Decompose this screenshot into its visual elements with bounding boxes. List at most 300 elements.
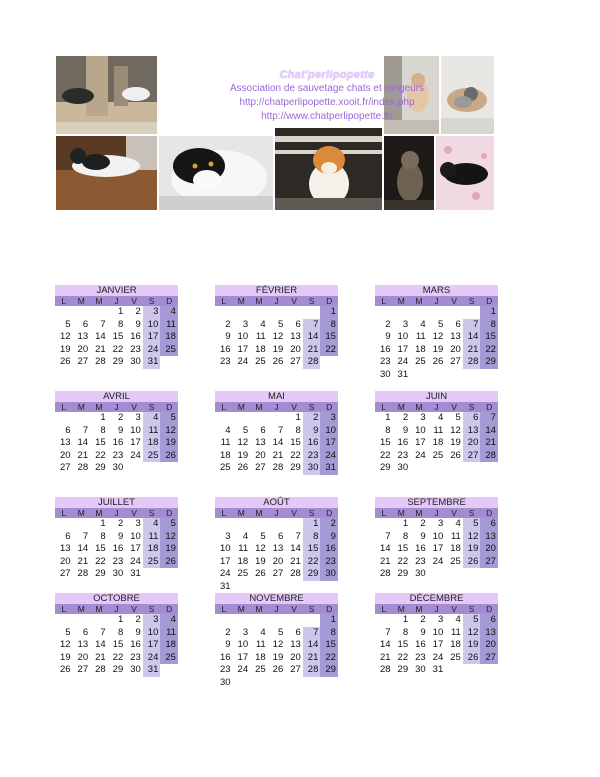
day-cell: 22 xyxy=(320,652,338,665)
day-cell: 24 xyxy=(432,651,444,663)
day-cell: 16 xyxy=(303,437,321,450)
week-row xyxy=(215,437,338,450)
day-cell: 30 xyxy=(415,664,426,676)
empty-cell xyxy=(250,677,268,690)
day-cell: 22 xyxy=(95,449,106,461)
empty-cell xyxy=(303,614,321,627)
day-cell: 13 xyxy=(480,531,498,544)
day-cell: 9 xyxy=(135,318,141,330)
day-cell: 21 xyxy=(480,437,498,450)
day-cell: 24 xyxy=(397,356,409,368)
day-cell: 17 xyxy=(237,343,249,355)
day-cell: 19 xyxy=(463,639,481,652)
weekday-label: L xyxy=(381,508,387,518)
weekday-label: M xyxy=(255,296,263,306)
weekday-label: S xyxy=(308,604,315,614)
day-cell: 27 xyxy=(77,356,89,368)
day-cell: 9 xyxy=(225,639,231,651)
weekday-label: J xyxy=(434,604,439,614)
day-cell: 30 xyxy=(415,568,426,580)
day-cell: 13 xyxy=(450,331,461,343)
empty-cell xyxy=(463,664,481,677)
day-cell: 27 xyxy=(290,356,301,368)
day-cell: 16 xyxy=(112,437,124,449)
day-cell: 14 xyxy=(77,543,89,555)
day-cell: 15 xyxy=(95,543,106,555)
month-title: DÉCEMBRE xyxy=(375,593,498,604)
week-row xyxy=(55,543,178,556)
day-cell: 11 xyxy=(160,319,178,332)
day-cell: 21 xyxy=(303,344,321,357)
day-cell: 11 xyxy=(143,531,161,544)
day-cell: 8 xyxy=(100,424,106,436)
week-row xyxy=(55,412,178,425)
day-cell: 5 xyxy=(65,626,71,638)
day-cell: 22 xyxy=(112,343,124,355)
week-row xyxy=(215,531,338,544)
weekday-label: V xyxy=(131,508,137,518)
week-row xyxy=(215,627,338,640)
day-cell: 6 xyxy=(480,614,498,627)
week-row xyxy=(215,412,338,425)
month-days xyxy=(375,306,498,382)
day-cell: 31 xyxy=(320,462,338,475)
empty-cell xyxy=(250,518,268,531)
day-cell: 7 xyxy=(277,424,284,436)
empty-cell xyxy=(90,306,108,319)
day-cell: 3 xyxy=(135,412,141,423)
empty-cell xyxy=(375,614,393,627)
empty-cell xyxy=(250,306,268,319)
month-title: AVRIL xyxy=(55,391,178,402)
association-url-forum: http://chatperlipopette.xooit.fr/index.php xyxy=(239,97,415,108)
day-cell: 23 xyxy=(112,555,124,567)
day-cell: 16 xyxy=(415,639,426,651)
day-cell: 5 xyxy=(277,626,284,638)
weekday-label: D xyxy=(166,296,173,306)
day-cell: 11 xyxy=(143,425,161,438)
empty-cell xyxy=(463,369,481,382)
day-cell: 28 xyxy=(303,356,321,369)
weekday-label: L xyxy=(221,296,227,306)
empty-cell xyxy=(73,306,91,319)
day-cell: 5 xyxy=(455,412,461,423)
day-cell: 22 xyxy=(112,651,124,663)
week-row xyxy=(55,356,178,369)
month-calendar xyxy=(375,593,498,677)
day-cell: 18 xyxy=(219,449,231,461)
empty-cell xyxy=(55,518,73,531)
weekday-label: L xyxy=(221,508,227,518)
weekday-label: J xyxy=(114,604,119,614)
weekday-header xyxy=(55,402,178,412)
empty-cell xyxy=(160,356,178,369)
weekday-label: S xyxy=(308,402,315,412)
day-cell: 5 xyxy=(463,614,481,627)
weekday-label: D xyxy=(486,402,493,412)
day-cell: 26 xyxy=(272,356,284,368)
empty-cell xyxy=(268,306,286,319)
day-cell: 11 xyxy=(255,639,266,651)
day-cell: 25 xyxy=(255,356,266,368)
day-cell: 4 xyxy=(420,318,426,330)
weekday-label: M xyxy=(77,604,85,614)
weekday-label: V xyxy=(131,604,137,614)
empty-cell xyxy=(160,462,178,475)
week-row xyxy=(215,677,338,690)
day-cell: 8 xyxy=(480,319,498,332)
day-cell: 16 xyxy=(219,651,231,663)
week-row xyxy=(375,437,498,450)
day-cell: 13 xyxy=(77,331,89,343)
weekday-label: L xyxy=(221,402,227,412)
day-cell: 19 xyxy=(59,343,71,355)
month-calendar xyxy=(215,285,338,369)
day-cell: 12 xyxy=(160,531,178,544)
week-row xyxy=(375,556,498,569)
month-days xyxy=(215,412,338,475)
day-cell: 1 xyxy=(402,518,409,529)
weekday-label: M xyxy=(255,402,263,412)
day-cell: 1 xyxy=(117,306,124,317)
day-cell: 23 xyxy=(379,356,391,368)
day-cell: 15 xyxy=(290,437,301,449)
week-row xyxy=(55,556,178,569)
day-cell: 2 xyxy=(385,318,391,330)
weekday-label: J xyxy=(434,296,439,306)
day-cell: 3 xyxy=(320,412,338,425)
day-cell: 11 xyxy=(220,437,231,449)
day-cell: 8 xyxy=(303,531,321,544)
weekday-label: S xyxy=(468,508,475,518)
day-cell: 7 xyxy=(303,627,321,640)
day-cell: 29 xyxy=(95,462,106,474)
empty-cell xyxy=(215,412,233,425)
month-title: MAI xyxy=(215,391,338,402)
week-row xyxy=(215,568,338,581)
weekday-label: V xyxy=(291,604,297,614)
day-cell: 25 xyxy=(143,556,161,569)
empty-cell xyxy=(215,614,233,627)
day-cell: 26 xyxy=(237,462,249,474)
weekday-label: M xyxy=(415,402,423,412)
day-cell: 2 xyxy=(135,306,141,317)
day-cell: 28 xyxy=(379,568,391,580)
day-cell: 21 xyxy=(463,344,481,357)
day-cell: 7 xyxy=(480,412,498,425)
week-row xyxy=(55,518,178,531)
day-cell: 23 xyxy=(130,343,141,355)
day-cell: 23 xyxy=(303,450,321,463)
empty-cell xyxy=(215,518,233,531)
month-days xyxy=(375,518,498,581)
empty-cell xyxy=(268,581,286,594)
day-cell: 10 xyxy=(143,319,161,332)
day-cell: 7 xyxy=(303,319,321,332)
day-cell: 18 xyxy=(143,543,161,556)
week-row xyxy=(55,425,178,438)
weekday-label: D xyxy=(166,604,173,614)
empty-cell xyxy=(445,462,463,475)
day-cell: 8 xyxy=(117,318,124,330)
month-title: OCTOBRE xyxy=(55,593,178,604)
day-cell: 26 xyxy=(463,556,481,569)
cat-photo xyxy=(159,136,273,210)
weekday-label: L xyxy=(61,508,67,518)
weekday-label: S xyxy=(308,508,315,518)
day-cell: 6 xyxy=(82,626,89,638)
day-cell: 31 xyxy=(432,664,444,676)
empty-cell xyxy=(250,614,268,627)
day-cell: 30 xyxy=(379,368,391,380)
day-cell: 15 xyxy=(95,437,106,449)
weekday-label: J xyxy=(274,402,279,412)
day-cell: 4 xyxy=(160,306,178,319)
day-cell: 21 xyxy=(272,449,284,461)
empty-cell xyxy=(285,306,303,319)
day-cell: 10 xyxy=(397,331,409,343)
weekday-label: M xyxy=(95,296,103,306)
day-cell: 27 xyxy=(59,568,71,580)
day-cell: 24 xyxy=(432,555,444,567)
weekday-label: V xyxy=(451,508,457,518)
day-cell: 4 xyxy=(143,412,161,425)
day-cell: 22 xyxy=(379,449,391,461)
day-cell: 29 xyxy=(397,568,409,580)
weekday-label: M xyxy=(237,296,245,306)
week-row xyxy=(215,614,338,627)
day-cell: 8 xyxy=(100,530,106,542)
week-row xyxy=(215,425,338,438)
month-title: MARS xyxy=(375,285,498,296)
week-row xyxy=(215,581,338,594)
week-row xyxy=(215,652,338,665)
day-cell: 10 xyxy=(237,639,249,651)
week-row xyxy=(375,543,498,556)
day-cell: 18 xyxy=(450,543,461,555)
empty-cell xyxy=(160,664,178,677)
day-cell: 4 xyxy=(260,318,266,330)
day-cell: 14 xyxy=(95,331,106,343)
day-cell: 10 xyxy=(130,424,141,436)
week-row xyxy=(215,450,338,463)
weekday-label: S xyxy=(308,296,315,306)
day-cell: 21 xyxy=(95,343,106,355)
week-row xyxy=(55,462,178,475)
weekday-header xyxy=(55,296,178,306)
day-cell: 1 xyxy=(402,614,409,625)
week-row xyxy=(55,627,178,640)
day-cell: 22 xyxy=(397,651,409,663)
day-cell: 13 xyxy=(272,543,284,555)
weekday-header xyxy=(215,508,338,518)
empty-cell xyxy=(445,664,463,677)
day-cell: 1 xyxy=(480,306,498,319)
day-cell: 30 xyxy=(320,568,338,581)
day-cell: 20 xyxy=(77,343,89,355)
week-row xyxy=(375,627,498,640)
day-cell: 23 xyxy=(219,356,231,368)
empty-cell xyxy=(143,568,161,581)
day-cell: 8 xyxy=(320,319,338,332)
day-cell: 17 xyxy=(130,543,141,555)
day-cell: 6 xyxy=(82,318,89,330)
day-cell: 4 xyxy=(225,424,231,436)
weekday-label: S xyxy=(468,604,475,614)
day-cell: 21 xyxy=(290,555,301,567)
empty-cell xyxy=(125,462,143,475)
month-calendar xyxy=(55,497,178,581)
day-cell: 3 xyxy=(143,614,161,627)
month-title: NOVEMBRE xyxy=(215,593,338,604)
day-cell: 14 xyxy=(303,331,321,344)
empty-cell xyxy=(55,412,73,425)
day-cell: 9 xyxy=(320,531,338,544)
banner-text xyxy=(216,68,438,124)
day-cell: 17 xyxy=(432,639,444,651)
day-cell: 20 xyxy=(77,651,89,663)
day-cell: 22 xyxy=(320,344,338,357)
month-days xyxy=(375,614,498,677)
day-cell: 27 xyxy=(272,568,284,580)
empty-cell xyxy=(375,518,393,531)
day-cell: 25 xyxy=(415,356,426,368)
day-cell: 16 xyxy=(397,437,409,449)
empty-cell xyxy=(215,306,233,319)
day-cell: 15 xyxy=(320,331,338,344)
empty-cell xyxy=(55,614,73,627)
day-cell: 26 xyxy=(160,450,178,463)
day-cell: 24 xyxy=(219,568,231,580)
empty-cell xyxy=(410,369,428,382)
month-title: SEPTEMBRE xyxy=(375,497,498,508)
day-cell: 19 xyxy=(432,343,444,355)
day-cell: 30 xyxy=(397,462,409,474)
day-cell: 28 xyxy=(77,568,89,580)
empty-cell xyxy=(160,568,178,581)
day-cell: 18 xyxy=(255,651,266,663)
week-row xyxy=(215,462,338,475)
day-cell: 20 xyxy=(59,555,71,567)
day-cell: 5 xyxy=(437,318,444,330)
day-cell: 29 xyxy=(290,462,301,474)
day-cell: 18 xyxy=(160,331,178,344)
cat-photo xyxy=(56,136,157,210)
day-cell: 25 xyxy=(432,449,444,461)
weekday-label: D xyxy=(326,402,333,412)
weekday-label: M xyxy=(95,604,103,614)
day-cell: 13 xyxy=(77,639,89,651)
day-cell: 8 xyxy=(402,530,409,542)
empty-cell xyxy=(463,568,481,581)
day-cell: 10 xyxy=(432,530,444,542)
cat-photo xyxy=(275,128,382,210)
day-cell: 4 xyxy=(260,626,266,638)
weekday-label: M xyxy=(255,604,263,614)
day-cell: 3 xyxy=(437,518,444,529)
day-cell: 21 xyxy=(95,651,106,663)
weekday-label: D xyxy=(486,604,493,614)
day-cell: 30 xyxy=(112,462,124,474)
week-row xyxy=(375,518,498,531)
day-cell: 20 xyxy=(450,343,461,355)
weekday-label: M xyxy=(255,508,263,518)
empty-cell xyxy=(375,306,393,319)
empty-cell xyxy=(285,581,303,594)
day-cell: 27 xyxy=(255,462,266,474)
day-cell: 6 xyxy=(65,530,71,542)
week-row xyxy=(375,319,498,332)
day-cell: 19 xyxy=(237,449,249,461)
day-cell: 15 xyxy=(480,331,498,344)
day-cell: 22 xyxy=(480,344,498,357)
day-cell: 9 xyxy=(303,425,321,438)
day-cell: 19 xyxy=(272,343,284,355)
day-cell: 9 xyxy=(135,626,141,638)
day-cell: 12 xyxy=(272,331,284,343)
empty-cell xyxy=(268,677,286,690)
day-cell: 6 xyxy=(480,518,498,531)
day-cell: 20 xyxy=(480,639,498,652)
week-row xyxy=(375,344,498,357)
day-cell: 3 xyxy=(143,306,161,319)
weekday-label: D xyxy=(166,402,173,412)
day-cell: 19 xyxy=(272,651,284,663)
day-cell: 16 xyxy=(130,331,141,343)
empty-cell xyxy=(250,581,268,594)
week-row xyxy=(55,306,178,319)
day-cell: 20 xyxy=(255,449,266,461)
day-cell: 18 xyxy=(160,639,178,652)
day-cell: 24 xyxy=(130,555,141,567)
weekday-header xyxy=(215,296,338,306)
empty-cell xyxy=(303,306,321,319)
day-cell: 8 xyxy=(385,424,391,436)
empty-cell xyxy=(268,614,286,627)
weekday-label: L xyxy=(61,402,67,412)
weekday-label: M xyxy=(77,402,85,412)
day-cell: 4 xyxy=(242,530,249,542)
association-url-site: http://www.chatperlipopette.fr/ xyxy=(261,111,393,122)
week-row xyxy=(375,462,498,475)
day-cell: 29 xyxy=(95,568,106,580)
day-cell: 9 xyxy=(385,331,391,343)
day-cell: 25 xyxy=(450,555,461,567)
weekday-label: L xyxy=(61,604,67,614)
week-row xyxy=(375,652,498,665)
month-days xyxy=(215,518,338,594)
empty-cell xyxy=(233,518,251,531)
day-cell: 12 xyxy=(272,639,284,651)
day-cell: 3 xyxy=(242,318,249,330)
day-cell: 9 xyxy=(225,331,231,343)
weekday-label: L xyxy=(381,402,387,412)
day-cell: 19 xyxy=(160,437,178,450)
day-cell: 25 xyxy=(237,568,249,580)
cat-photo xyxy=(441,56,494,134)
day-cell: 6 xyxy=(65,424,71,436)
empty-cell xyxy=(320,581,338,594)
day-cell: 25 xyxy=(160,652,178,665)
day-cell: 9 xyxy=(117,424,124,436)
day-cell: 11 xyxy=(238,543,249,555)
day-cell: 1 xyxy=(100,518,106,529)
day-cell: 16 xyxy=(112,543,124,555)
day-cell: 11 xyxy=(160,627,178,640)
day-cell: 27 xyxy=(480,652,498,665)
weekday-label: M xyxy=(397,508,405,518)
day-cell: 24 xyxy=(143,344,161,357)
